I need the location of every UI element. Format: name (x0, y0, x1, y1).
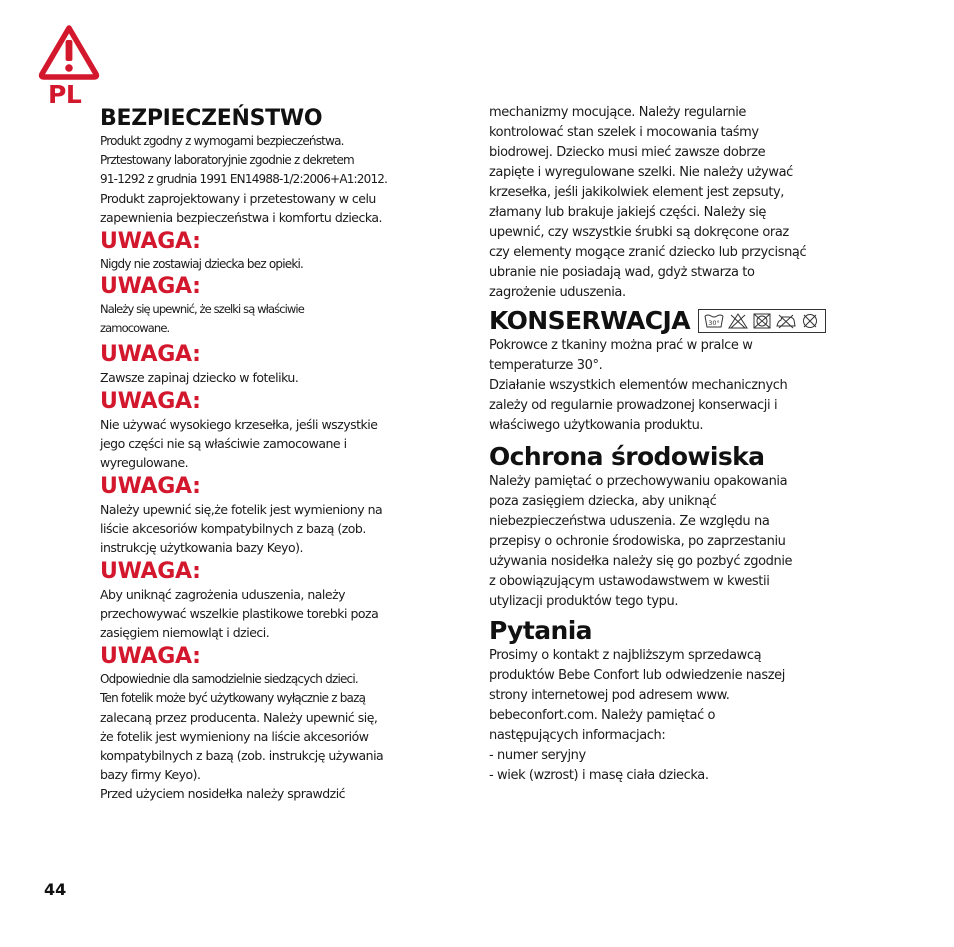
warning-line: Nigdy nie zostawiaj dziecka bez opieki. (100, 257, 304, 271)
warning-line: liście akcesoriów kompatybilnych z bazą (zob. (100, 521, 366, 536)
warning-block (100, 644, 465, 803)
safety-line: 91-1292 z grudnia 1991 EN14988-1/2:2006+A1:2012. (100, 172, 388, 186)
continued-line: upewnić, czy wszystkie śrubki są dokręcone oraz (489, 225, 789, 240)
language-code: PL (48, 80, 82, 109)
questions-line: bebeconfort.com. Należy pamiętać o (489, 708, 716, 723)
safety-title: BEZPIECZEŃSTWO (100, 106, 323, 131)
questions-line: strony internetowej pod adresem www. (489, 688, 730, 703)
no-bleach-icon (728, 313, 748, 329)
no-tumble-dry-icon (752, 313, 772, 329)
environment-line: używania nosidełka należy się go pozbyć zgodnie (489, 554, 793, 569)
continued-line: zapięte i wyregulowane szelki. Nie należy używać (489, 165, 793, 180)
care-line: Pokrowce z tkaniny można prać w pralce w (489, 338, 753, 353)
warning-line: zamocowane. (100, 321, 170, 335)
warning-title: UWAGA: (100, 342, 201, 367)
no-iron-icon (776, 313, 796, 329)
warning-block (100, 274, 465, 338)
warning-title: UWAGA: (100, 229, 201, 254)
care-title: KONSERWACJA (489, 306, 690, 335)
continued-line: zagrożenie uduszenia. (489, 285, 626, 300)
warning-line: przechowywać wszelkie plastikowe torebki poza (100, 606, 379, 621)
continued-line: czy elementy mogące zranić dziecko lub przycisnąć (489, 245, 807, 260)
safety-line: zapewnienia bezpieczeństwa i komfortu dziecka. (100, 210, 383, 225)
continued-line: złamany lub brakuje jakiejś części. Należy się (489, 205, 767, 220)
continued-line: biodrowej. Dziecko musi mieć zawsze dobrze (489, 145, 766, 160)
warning-line: Zawsze zapinaj dziecko w foteliku. (100, 370, 299, 385)
warning-block (100, 229, 465, 274)
care-line: Działanie wszystkich elementów mechanicznych (489, 378, 788, 393)
warning-line: bazy firmy Keyo). (100, 767, 201, 782)
continued-line: ubranie nie posiadają wad, gdyż stwarza to (489, 265, 755, 280)
warning-block (100, 559, 465, 642)
questions-line: produktów Bebe Confort lub odwiedzenie naszej (489, 668, 785, 683)
page-number: 44 (44, 880, 67, 899)
safety-line: Produkt zgodny z wymogami bezpieczeństwa. (100, 134, 344, 148)
warning-line: zalecaną przez producenta. Należy upewnić się, (100, 710, 378, 725)
no-dry-clean-icon (800, 313, 820, 329)
warning-line: że fotelik jest wymieniony na liście akcesoriów (100, 729, 369, 744)
warning-line: Nie używać wysokiego krzesełka, jeśli wszystkie (100, 417, 378, 432)
care-symbols (698, 309, 826, 333)
warning-title: UWAGA: (100, 274, 201, 299)
questions-line: Prosimy o kontakt z najbliższym sprzedawcą (489, 648, 762, 663)
warning-line: Należy upewnić się,że fotelik jest wymieniony na (100, 502, 383, 517)
environment-line: niebezpieczeństwa uduszenia. Ze względu na (489, 514, 770, 529)
warning-triangle-icon (38, 24, 100, 80)
environment-line: poza zasięgiem dziecka, aby uniknąć (489, 494, 717, 509)
environment-title: Ochrona środowiska (489, 442, 765, 471)
warning-title: UWAGA: (100, 474, 201, 499)
care-heading-row (489, 306, 859, 336)
care-line: temperaturze 30°. (489, 358, 603, 373)
warning-line: wyregulowane. (100, 455, 189, 470)
left-column (100, 106, 465, 803)
continued-line: kontrolować stan szelek i mocowania taśmy (489, 125, 759, 140)
wash-temp: 30° (708, 319, 720, 327)
warning-line: zasięgiem niemowląt i dzieci. (100, 625, 270, 640)
questions-line: - wiek (wzrost) i masę ciała dziecka. (489, 768, 709, 783)
warning-block (100, 474, 465, 557)
continued-line: mechanizmy mocujące. Należy regularnie (489, 105, 747, 120)
questions-line: następujących informacjach: (489, 728, 666, 743)
safety-line: Produkt zaprojektowany i przetestowany w celu (100, 191, 376, 206)
warning-line: Należy się upewnić, że szelki są właściwie (100, 302, 304, 316)
environment-line: Należy pamiętać o przechowywaniu opakowania (489, 474, 788, 489)
continued-line: krzesełka, jeśli jakikolwiek element jest zepsuty, (489, 185, 785, 200)
warning-line: instrukcję użytkowania bazy Keyo). (100, 540, 303, 555)
warning-title: UWAGA: (100, 559, 201, 584)
questions-line: - numer seryjny (489, 748, 586, 763)
warning-block (100, 342, 465, 387)
warning-line: Aby uniknąć zagrożenia uduszenia, należy (100, 587, 346, 602)
warning-title: UWAGA: (100, 644, 201, 669)
warning-line: kompatybilnych z bazą (zob. instrukcję używania (100, 748, 384, 763)
environment-line: z obowiązującym ustawodawstwem w kwestii (489, 574, 770, 589)
warning-line: jego części nie są właściwie zamocowane i (100, 436, 347, 451)
safety-line: Prztestowany laboratoryjnie zgodnie z dekretem (100, 153, 354, 167)
warning-block (100, 389, 465, 472)
warning-title: UWAGA: (100, 389, 201, 414)
warning-line: Przed użyciem nosidełka należy sprawdzić (100, 786, 346, 801)
right-column (489, 103, 859, 786)
environment-line: utylizacji produktów tego typu. (489, 594, 679, 609)
care-line: właściwego użytkowania produktu. (489, 418, 704, 433)
wash-30-icon (704, 313, 724, 329)
care-line: zależy od regularnie prowadzonej konserwacji i (489, 398, 778, 413)
warning-line: Odpowiednie dla samodzielnie siedzących dzieci. (100, 672, 358, 686)
questions-title: Pytania (489, 616, 592, 645)
warning-line: Ten fotelik może być użytkowany wyłącznie z bazą (100, 691, 366, 705)
environment-line: przepisy o ochronie środowiska, po zaprzestaniu (489, 534, 786, 549)
